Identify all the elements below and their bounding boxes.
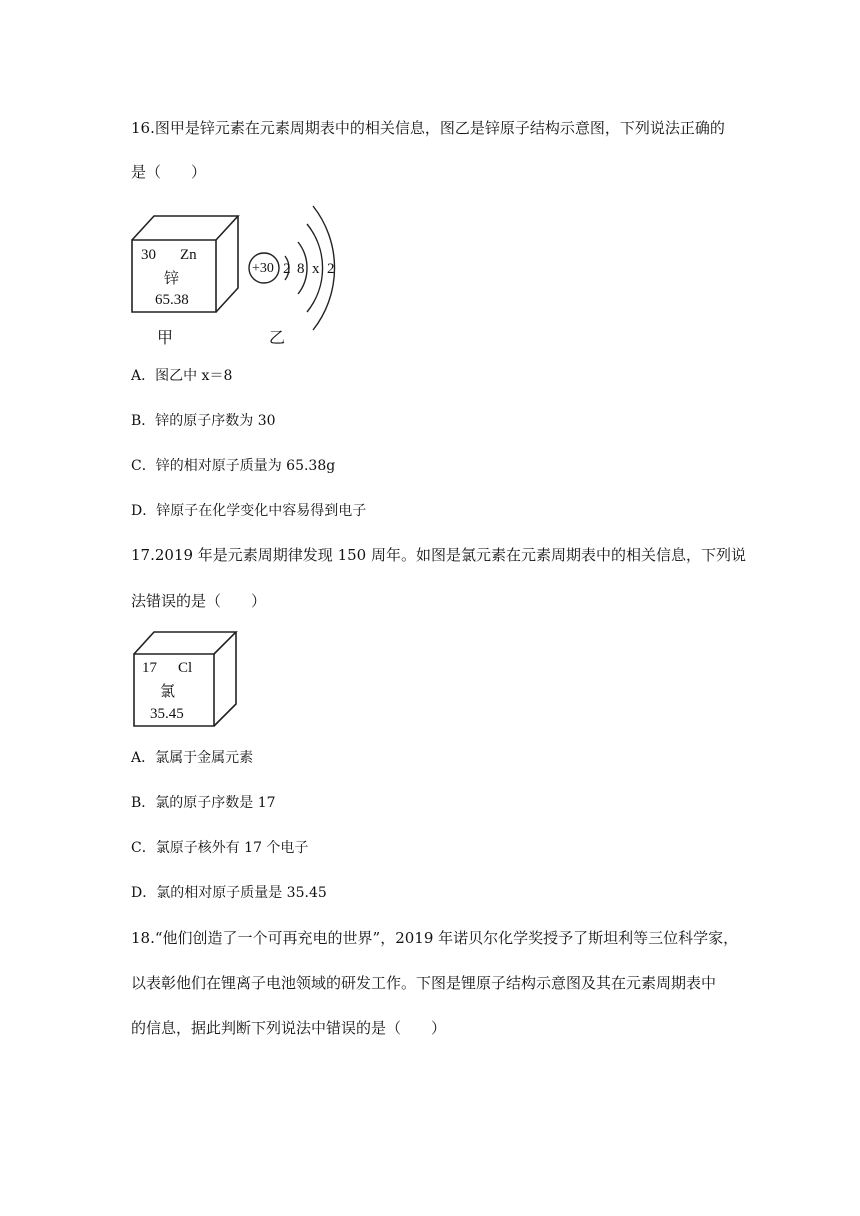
element-name: 锌 xyxy=(164,269,180,287)
element-symbol: Zn xyxy=(180,247,197,263)
zn-element-cell xyxy=(130,214,240,314)
q17-stem-line2: 法错误的是（ ） xyxy=(131,592,267,610)
atomic-mass: 65.38 xyxy=(155,292,189,308)
q17-option-b: B．氯的原子序数是 17 xyxy=(131,795,276,811)
q17-option-c: C．氯原子核外有 17 个电子 xyxy=(131,840,309,856)
element-symbol: Cl xyxy=(178,660,193,676)
element-name: 氯 xyxy=(160,682,176,700)
atomic-mass: 35.45 xyxy=(150,706,184,722)
atomic-number: 17 xyxy=(142,660,157,676)
shell-3-electrons: x xyxy=(312,261,320,277)
cube-outline xyxy=(132,630,238,728)
q18-stem-line2: 以表彰他们在锂离子电池领域的研发工作。下图是锂原子结构示意图及其在元素周期表中 xyxy=(131,974,717,992)
q17-option-d: D．氯的相对原子质量是 35.45 xyxy=(131,885,327,901)
nucleus-charge: +30 xyxy=(252,261,274,276)
q16-option-a: A．图乙中 x＝8 xyxy=(131,368,233,384)
q17-stem-line1: 17.2019 年是元素周期律发现 150 周年。如图是氯元素在元素周期表中的相关信息，下列说 xyxy=(131,546,746,564)
q18-stem-line1: 18.“他们创造了一个可再充电的世界”，2019 年诺贝尔化学奖授予了斯坦利等三位科学家， xyxy=(131,929,739,947)
q16-option-b: B．锌的原子序数为 30 xyxy=(131,413,276,429)
atomic-number: 30 xyxy=(141,247,156,263)
q16-option-c: C．锌的相对原子质量为 65.38g xyxy=(131,458,336,474)
zn-atom-structure-diagram xyxy=(245,204,345,334)
figure-caption-jia: 甲 xyxy=(157,328,174,347)
figure-caption-yi: 乙 xyxy=(269,328,286,347)
q16-stem-line1: 16.图甲是锌元素在元素周期表中的相关信息，图乙是锌原子结构示意图，下列说法正确的 xyxy=(131,119,725,137)
shell-2-electrons: 8 xyxy=(297,261,305,277)
cl-element-cell xyxy=(132,630,238,728)
q16-option-d: D．锌原子在化学变化中容易得到电子 xyxy=(131,503,367,519)
shell-4-electrons: 2 xyxy=(327,261,335,277)
q18-stem-line3: 的信息，据此判断下列说法中错误的是（ ） xyxy=(131,1019,447,1037)
q16-stem-line2: 是（ ） xyxy=(131,163,207,181)
shell-1-electrons: 2 xyxy=(283,261,291,277)
q17-option-a: A．氯属于金属元素 xyxy=(131,750,254,766)
